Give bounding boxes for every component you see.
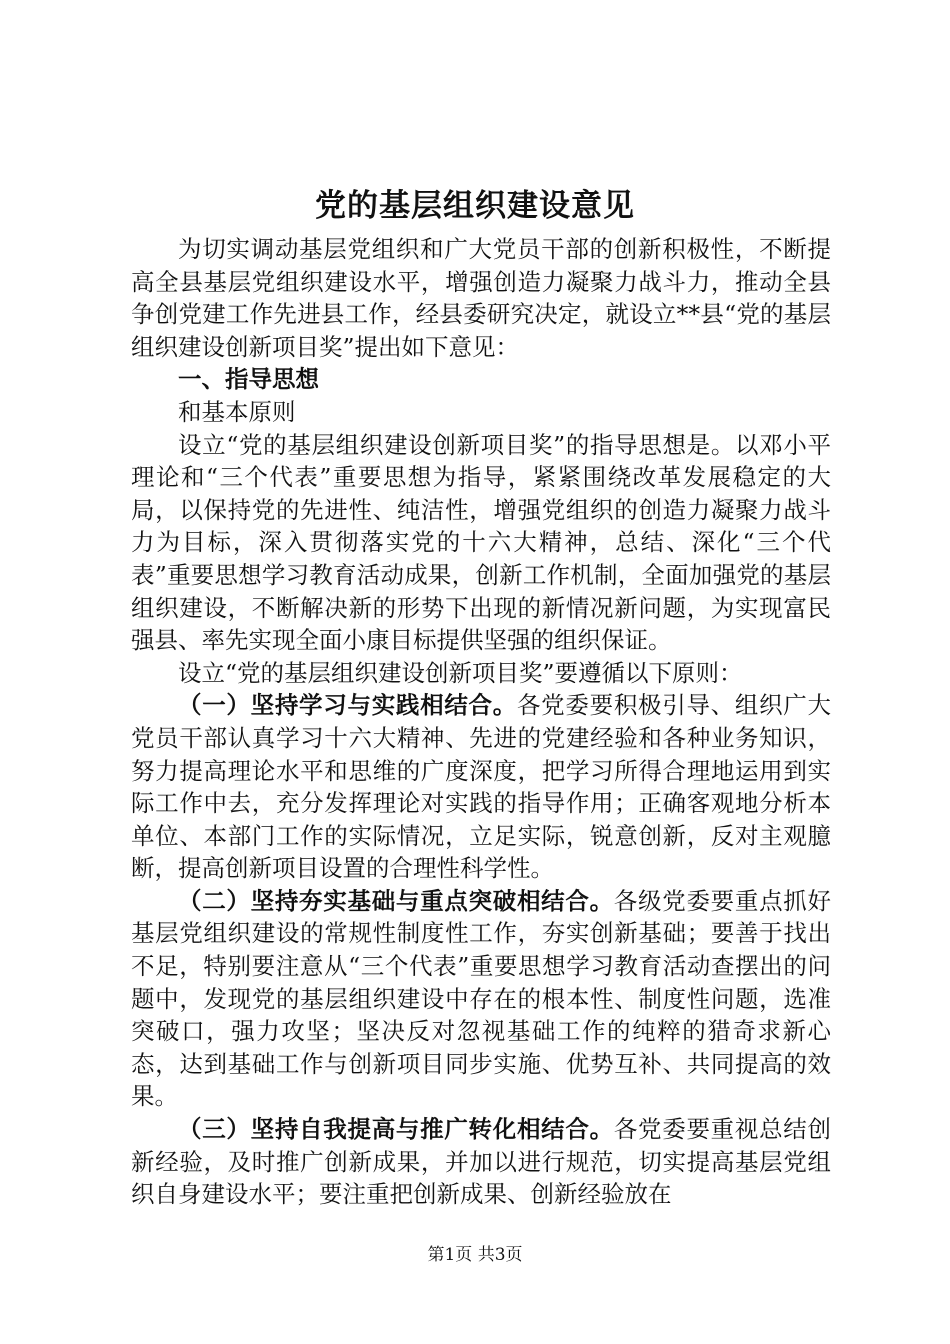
principle-2-paragraph — [131, 885, 831, 1113]
principle-3-lead: （三）坚持自我提高与推广转化相结合。 — [178, 1115, 614, 1144]
principles-intro-paragraph: 设立“党的基层组织建设创新项目奖”要遵循以下原则： — [178, 658, 743, 687]
principle-3-text: 各党委要重视总结创新经验，及时推广创新成果，并加以进行规范，切实提高基层党组织自身建设水平；要注重把创新成果、创新经验放在 — [131, 1115, 832, 1209]
principle-1-paragraph — [131, 689, 831, 885]
principle-3-paragraph — [131, 1113, 831, 1211]
guiding-paragraph: 设立“党的基层组织建设创新项目奖”的指导思想是。以邓小平理论和“三个代表”重要思想为指导，紧紧围绕改革发展稳定的大局，以保持党的先进性、纯洁性，增强党组织的创造力凝聚力战斗力为目标，深入贯彻落实党的十六大精神，总结、深化“三个代表”重要思想学习教育活动成果，创新工作机制，全面加强党的基层组织建设，不断解决新的形势下出现的新情况新问题，为实现富民强县、率先实现全面小康目标提供坚强的组织保证。 — [131, 430, 831, 655]
intro-paragraph: 为切实调动基层党组织和广大党员干部的创新积极性，不断提高全县基层党组织建设水平，增强创造力凝聚力战斗力，推动全县争创党建工作先进县工作，经县委研究决定，就设立**县“党的基层组织建设创新项目奖”提出如下意见： — [131, 235, 831, 361]
page-number-footer: 第1页 共3页 — [427, 1245, 523, 1265]
document-body — [131, 233, 831, 1211]
principle-2-lead: （二）坚持夯实基础与重点突破相结合。 — [178, 886, 614, 915]
section-heading: 一、指导思想 — [178, 365, 319, 394]
principle-1-lead: （一）坚持学习与实践相结合。 — [178, 691, 517, 720]
principle-2-text: 各级党委要重点抓好基层党组织建设的常规性制度性工作，夯实创新基础；要善于找出不足，特别要注意从“三个代表”重要思想学习教育活动查摆出的问题中，发现党的基层组织建设中存在的根本性、制度性问题，选准突破口，强力攻坚；坚决反对忽视基础工作的纯粹的猎奇求新心态，达到基础工作与创新项目同步实施、优势互补、共同提高的效果。 — [131, 886, 832, 1111]
document-title: 党的基层组织建设意见 — [315, 188, 635, 224]
principle-1-text: 各党委要积极引导、组织广大党员干部认真学习十六大精神、先进的党建经验和各种业务知识，努力提高理论水平和思维的广度深度，把学习所得合理地运用到实际工作中去，充分发挥理论对实践的指导作用；正确客观地分析本单位、本部门工作的实际情况，立足实际，锐意创新，反对主观臆断，提高创新项目设置的合理性科学性。 — [131, 691, 832, 883]
section-subheading: 和基本原则 — [178, 397, 296, 426]
